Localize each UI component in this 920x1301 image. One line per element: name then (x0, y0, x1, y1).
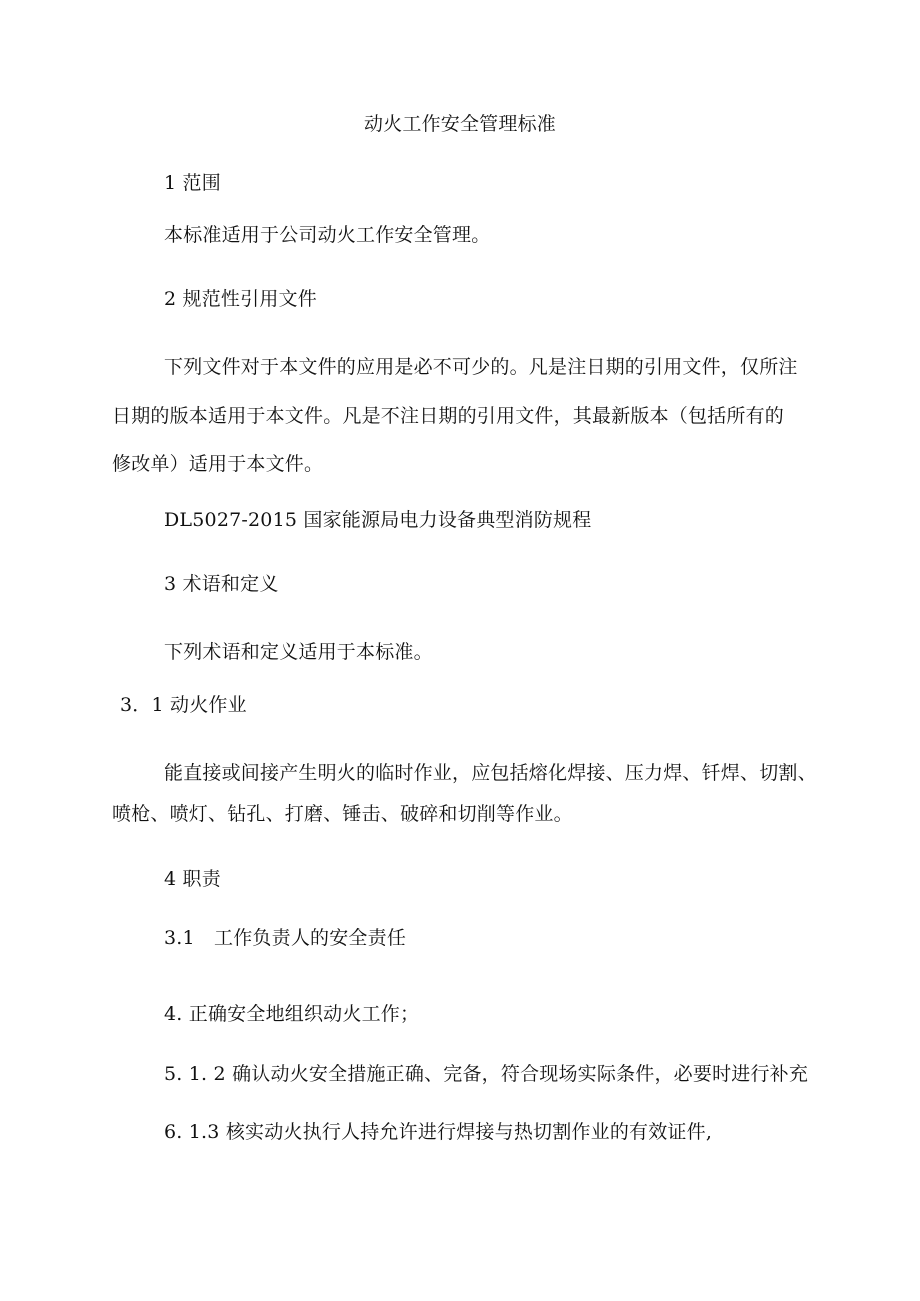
section-2-body-line-2: 日期的版本适用于本文件。凡是不注日期的引用文件，其最新版本（包括所有的 (112, 405, 785, 427)
section-4-subheading: 3.1 工作负责人的安全责任 (164, 927, 407, 949)
list-item: 4. 正确安全地组织动火工作； (164, 1003, 420, 1025)
section-1-heading: 1 范围 (164, 172, 221, 194)
section-3-heading: 3 术语和定义 (164, 573, 279, 595)
section-3-intro: 下列术语和定义适用于本标准。 (164, 641, 433, 663)
section-2-body-line-1: 下列文件对于本文件的应用是必不可少的。凡是注日期的引用文件，仅所注 (164, 356, 798, 378)
list-item: 6. 1.3 核实动火执行人持允许进行焊接与热切割作业的有效证件, (164, 1121, 713, 1143)
term-body-line-1: 能直接或间接产生明火的临时作业，应包括熔化焊接、压力焊、钎焊、切割、 (164, 762, 817, 784)
section-2-body-line-3: 修改单）适用于本文件。 (112, 453, 324, 475)
document-title: 动火工作安全管理标准 (363, 113, 556, 135)
reference-standard: DL5027-2015 国家能源局电力设备典型消防规程 (164, 509, 592, 531)
section-4-heading: 4 职责 (164, 868, 221, 890)
section-2-heading: 2 规范性引用文件 (164, 288, 317, 310)
list-item: 5. 1. 2 确认动火安全措施正确、完备，符合现场实际条件，必要时进行补充 (164, 1063, 809, 1085)
section-1-body: 本标准适用于公司动火工作安全管理。 (164, 224, 491, 246)
term-body-line-2: 喷枪、喷灯、钻孔、打磨、锤击、破碎和切削等作业。 (112, 803, 573, 825)
term-heading: 3．1 动火作业 (120, 694, 247, 716)
